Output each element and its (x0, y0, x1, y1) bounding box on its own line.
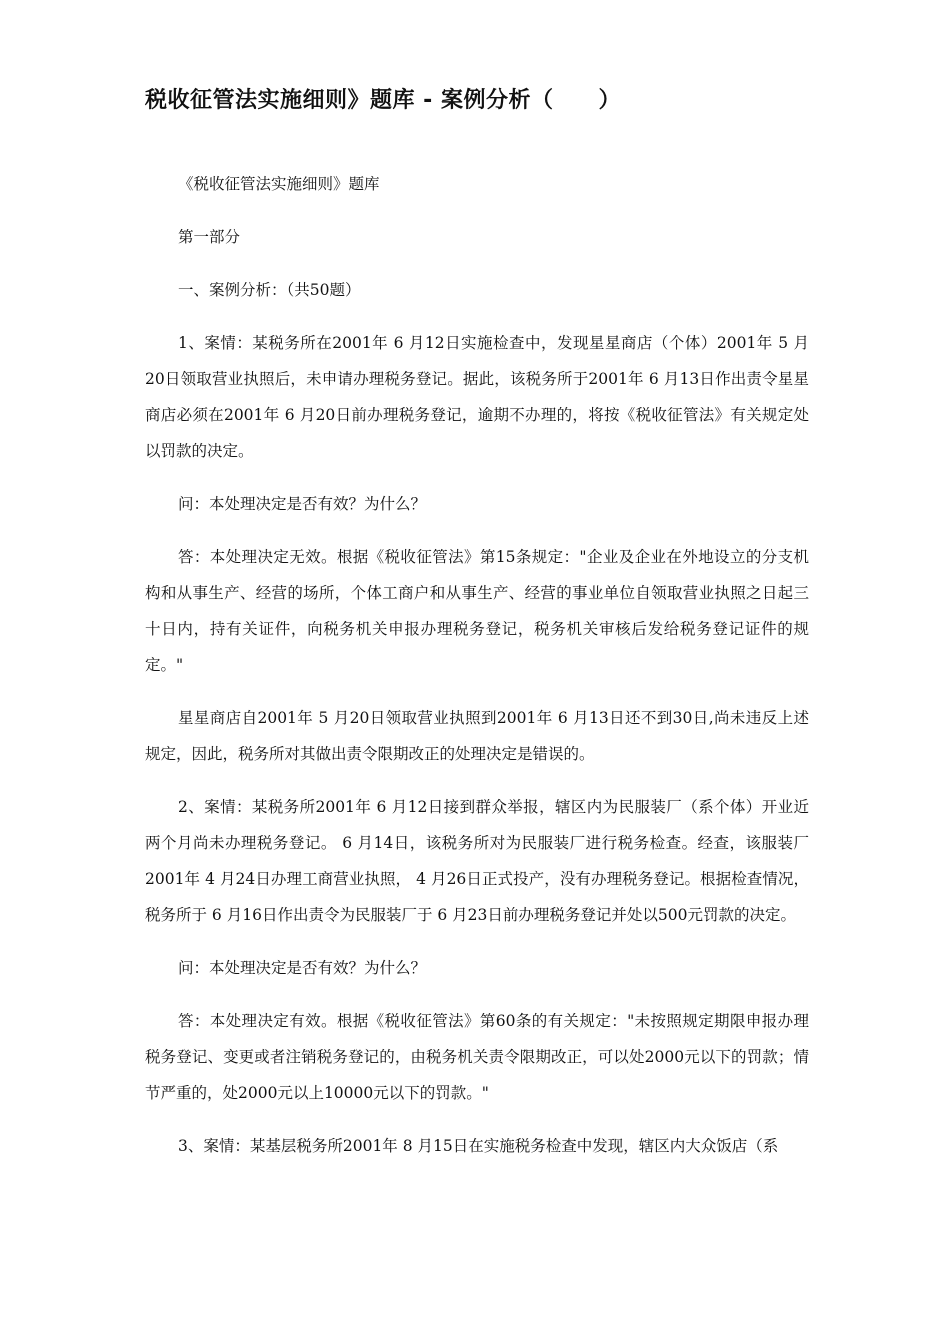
case-3-description: 3、案情：某基层税务所2001年 8 月15日在实施税务检查中发现，辖区内大众饭店（系 (178, 1137, 779, 1155)
case-2-question: 问：本处理决定是否有效？为什么？ (178, 959, 427, 977)
section-heading: 第一部分 (178, 228, 241, 246)
case-1-answer-continued: 星星商店自2001年 5 月20日领取营业执照到2001年 6 月13日还不到30日,尚未违反上述规定，因此，税务所对其做出责令限期改正的处理决定是错误的。 (145, 709, 809, 763)
case-2-answer: 答：本处理决定有效。根据《税收征管法》第60条的有关规定："未按照规定期限申报办理税务登记、变更或者注销税务登记的，由税务机关责令限期改正，可以处2000元以下的罚款；情节严重的，处2000元以上10000元以下的罚款。" (145, 1012, 809, 1102)
case-2-description: 2、案情：某税务所2001年 6 月12日接到群众举报，辖区内为民服装厂（系个体）开业近两个月尚未办理税务登记。 6 月14日，该税务所对为民服装厂进行税务检查。经查，该服装厂2001年 4 月24日办理工商营业执照， 4 月26日正式投产，没有办理税务登记。根据检查情况，税务所于 6 月16日作出责令为民服装厂于 6 月23日前办理税务登记并处以500元罚款的决定。 (145, 798, 809, 924)
document-body (145, 166, 809, 1181)
subsection-heading: 一、案例分析：（共50题） (178, 281, 361, 299)
case-1-question: 问：本处理决定是否有效？为什么？ (178, 495, 427, 513)
case-1-answer: 答：本处理决定无效。根据《税收征管法》第15条规定："企业及企业在外地设立的分支机构和从事生产、经营的场所，个体工商户和从事生产、经营的事业单位自领取营业执照之日起三十日内，持有关证件，向税务机关申报办理税务登记，税务机关审核后发给税务登记证件的规定。" (145, 548, 809, 674)
case-1-description: 1、案情：某税务所在2001年 6 月12日实施检查中，发现星星商店（个体）2001年 5 月20日领取营业执照后，未申请办理税务登记。据此，该税务所于2001年 6 月13日作出责令星星商店必须在2001年 6 月20日前办理税务登记，逾期不办理的，将按《税收征管法》有关规定处以罚款的决定。 (145, 334, 809, 460)
document-title: 税收征管法实施细则》题库 - 案例分析（ ） (145, 88, 621, 113)
subtitle-paragraph: 《税收征管法实施细则》题库 (178, 175, 380, 193)
